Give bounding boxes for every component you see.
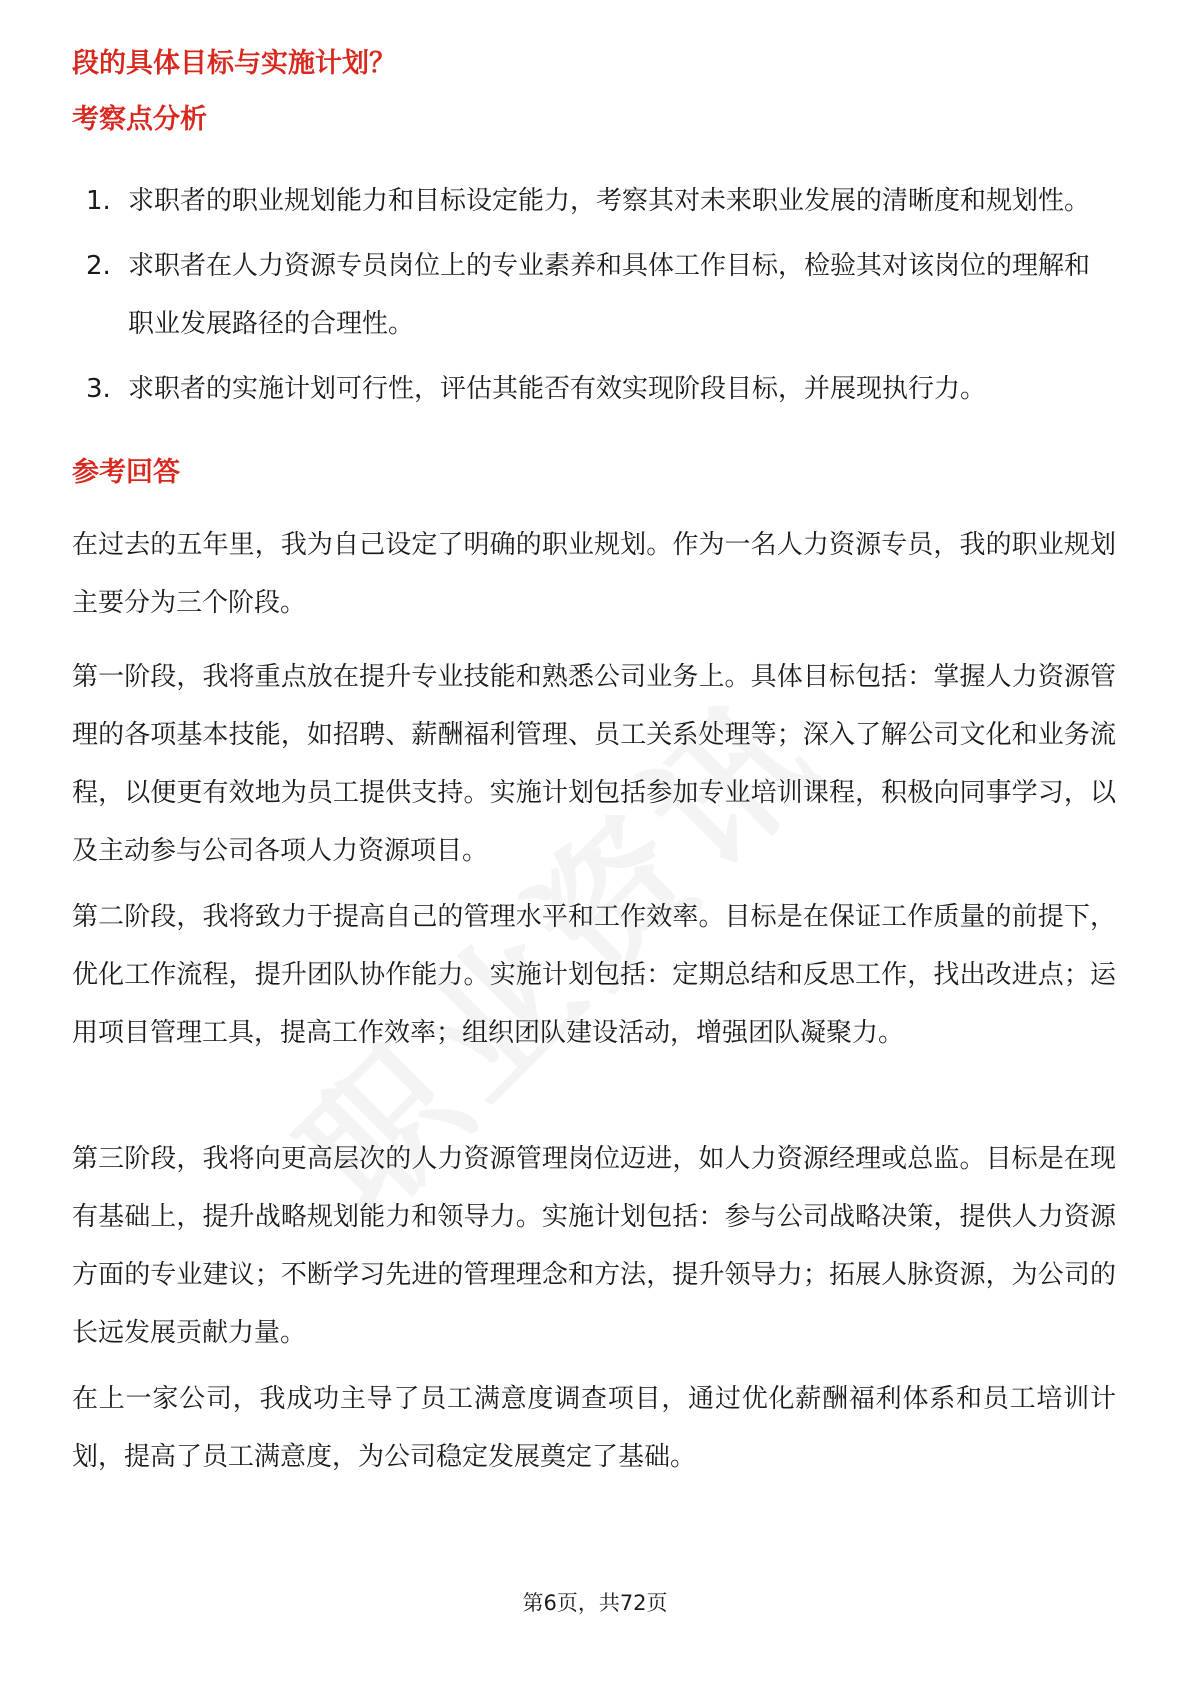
question-heading-tail: 段的具体目标与实施计划？ <box>72 48 396 79</box>
analysis-heading: 考察点分析 <box>72 104 207 135</box>
list-item <box>72 237 1112 353</box>
page-number: 第6页，共72页 <box>522 1591 668 1615</box>
answer-paragraph: 第二阶段，我将致力于提高自己的管理水平和工作效率。目标是在保证工作质量的前提下，优化工作流程，提升团队协作能力。实施计划包括：定期总结和反思工作，找出改进点；运用项目管理工具，提高工作效率；组织团队建设活动，增强团队凝聚力。 <box>72 902 1116 1048</box>
answer-paragraph: 在上一家公司，我成功主导了员工满意度调查项目，通过优化薪酬福利体系和员工培训计划，提高了员工满意度，为公司稳定发展奠定了基础。 <box>72 1384 1116 1472</box>
reference-heading: 参考回答 <box>72 457 180 488</box>
answer-paragraph: 第一阶段，我将重点放在提升专业技能和熟悉公司业务上。具体目标包括：掌握人力资源管理的各项基本技能，如招聘、薪酬福利管理、员工关系处理等；深入了解公司文化和业务流程，以便更有效地为员工提供支持。实施计划包括参加专业培训课程，积极向同事学习，以及主动参与公司各项人力资源项目。 <box>72 662 1116 866</box>
analysis-list <box>72 172 1112 425</box>
list-item-text: 求职者的职业规划能力和目标设定能力，考察其对未来职业发展的清晰度和规划性。 <box>128 186 1091 216</box>
answer-paragraph: 在过去的五年里，我为自己设定了明确的职业规划。作为一名人力资源专员，我的职业规划主要分为三个阶段。 <box>72 530 1116 618</box>
list-item-text: 求职者的实施计划可行性，评估其能否有效实现阶段目标，并展现执行力。 <box>128 374 987 404</box>
list-item-number: 2. <box>86 251 111 281</box>
answer-paragraph: 第三阶段，我将向更高层次的人力资源管理岗位迈进，如人力资源经理或总监。目标是在现有基础上，提升战略规划能力和领导力。实施计划包括：参与公司战略决策，提供人力资源方面的专业建议；不断学习先进的管理理念和方法，提升领导力；拓展人脉资源，为公司的长远发展贡献力量。 <box>72 1144 1116 1348</box>
list-item-number: 3. <box>86 374 111 404</box>
list-item <box>72 172 1112 230</box>
list-item <box>72 360 1112 418</box>
list-item-text: 求职者在人力资源专员岗位上的专业素养和具体工作目标，检验其对该岗位的理解和职业发展路径的合理性。 <box>128 251 1091 339</box>
list-item-number: 1. <box>86 186 111 216</box>
